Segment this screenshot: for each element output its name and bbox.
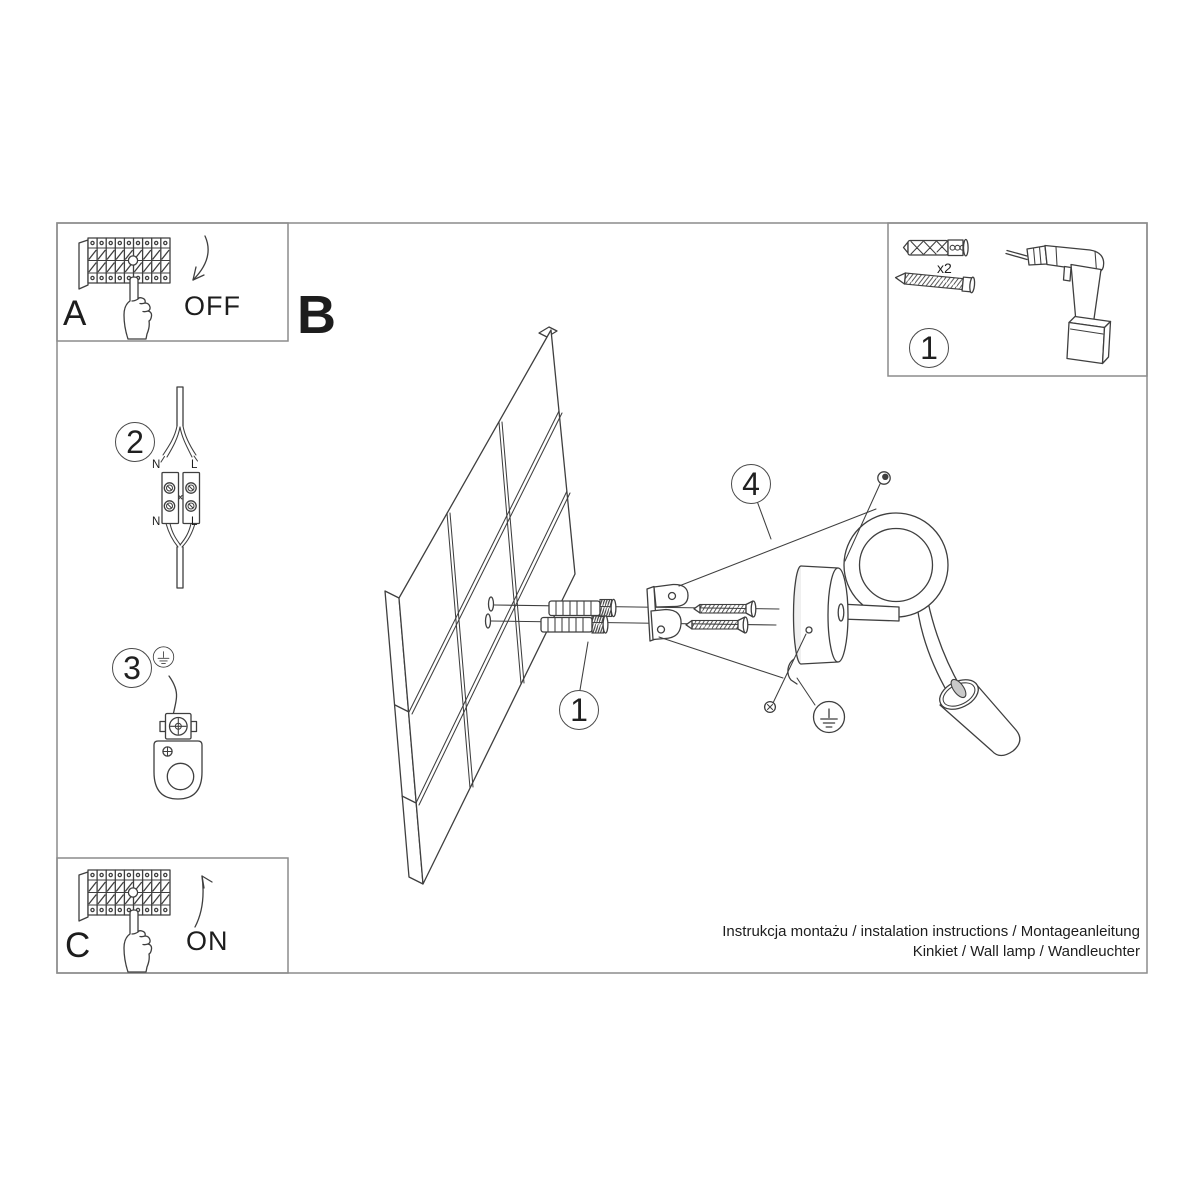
set-screw: [878, 472, 890, 484]
pointing-hand-icon: [124, 910, 152, 972]
label-n-bottom: N: [152, 516, 161, 528]
badge-mounting: 4: [731, 464, 771, 504]
frame-borders: [57, 223, 1147, 973]
canopy-ground-hole: [806, 627, 812, 633]
earth-ground-icon: [814, 702, 845, 733]
label-l-top: L: [191, 459, 198, 471]
footer-line-2: Kinkiet / Wall lamp / Wandleuchter: [912, 943, 1140, 960]
footer-text: [722, 922, 1140, 962]
wall-anchor-upper: [549, 599, 616, 616]
curved-arrow-up-icon: [195, 876, 203, 927]
terminal-block-connector: [161, 387, 200, 588]
wall-anchor-lower: [541, 616, 608, 633]
badge-tools-box: 1: [909, 328, 949, 368]
ground-terminal-part: [153, 647, 202, 799]
section-a-label: A: [63, 294, 87, 333]
pointing-hand-icon: [124, 277, 152, 339]
earth-ground-icon-small: [153, 647, 173, 667]
on-label: ON: [186, 926, 229, 956]
footer-line-1: Instrukcja montażu / instalation instructions / Montageanleitung: [722, 923, 1140, 940]
section-b-label: B: [297, 285, 336, 345]
mounting-screws: [686, 601, 756, 633]
anchor-quantity: x2: [937, 260, 952, 276]
badge-connector: 2: [115, 422, 155, 462]
wall-anchor-icon: [904, 240, 969, 256]
section-c-label: C: [65, 926, 91, 965]
label-n-top: N: [152, 459, 161, 471]
cordless-drill-icon: [1006, 246, 1111, 364]
grounding-bolt: [765, 702, 776, 713]
circuit-breaker-panel: [79, 238, 170, 289]
curved-arrow-down-icon: [193, 236, 208, 280]
lamp-socket: [935, 674, 1020, 756]
off-label: OFF: [184, 291, 241, 321]
circuit-breaker-panel: [79, 870, 170, 921]
breaker-off-illustration: [79, 236, 208, 339]
mounting-bracket: [647, 584, 688, 641]
breaker-on-illustration: [79, 870, 212, 972]
badge-anchors: 1: [559, 690, 599, 730]
badge-ground: 3: [112, 648, 152, 688]
screw-lower: [686, 617, 748, 633]
mounting-screw-icon: [895, 270, 975, 293]
screw-upper: [694, 601, 756, 617]
label-l-bottom: L: [191, 516, 198, 528]
